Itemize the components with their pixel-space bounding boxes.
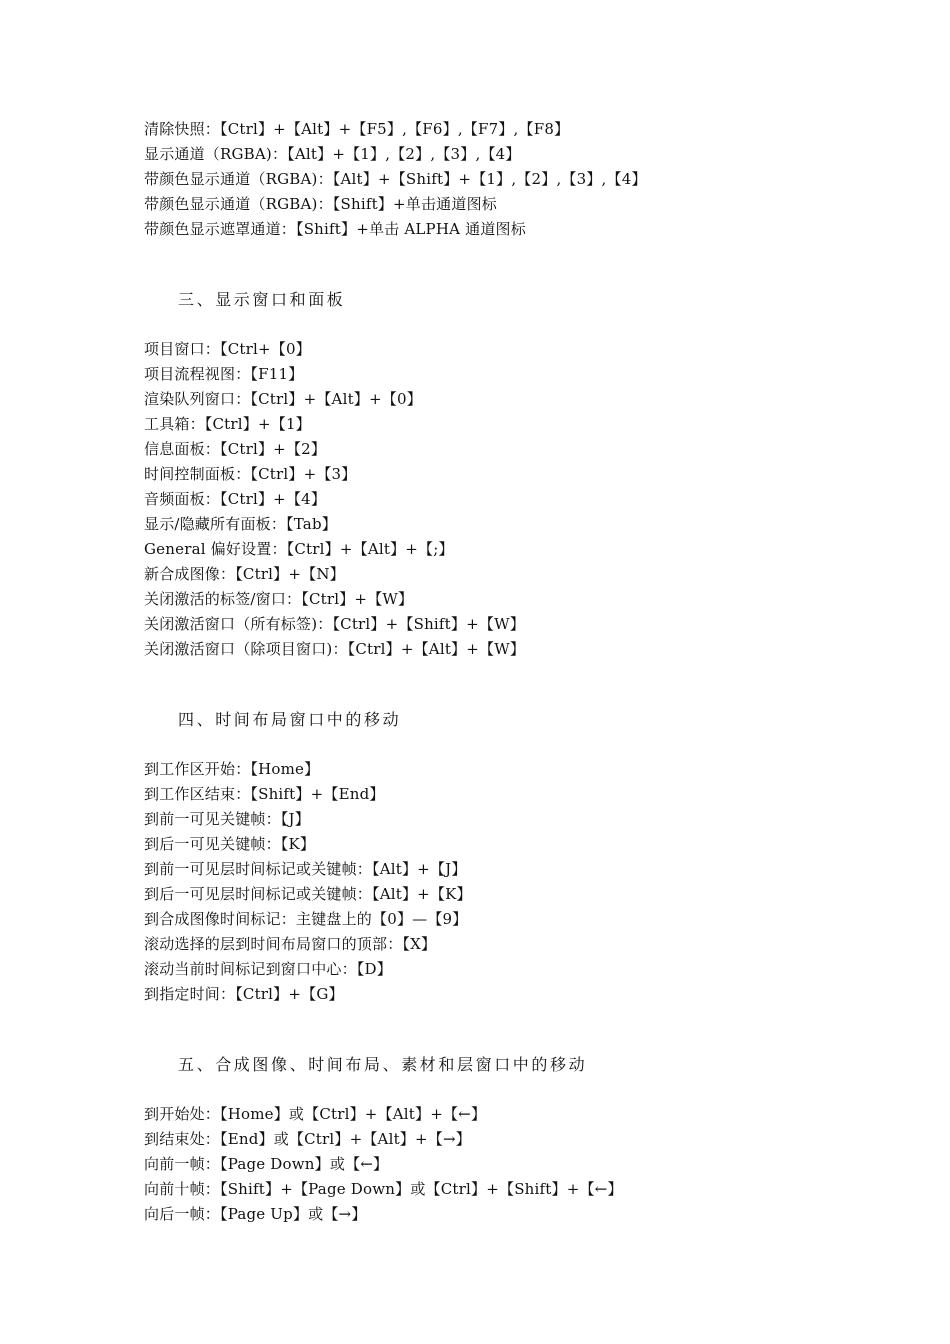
section-heading: 五、合成图像、时间布局、素材和层窗口中的移动 (178, 1055, 588, 1074)
document-page (144, 117, 904, 1227)
section-2-continued (144, 117, 904, 242)
section-heading: 三、显示窗口和面板 (178, 290, 346, 309)
shortcut-line: 到工作区开始：【Home】 (144, 760, 320, 778)
shortcut-line: 显示/隐藏所有面板：【Tab】 (144, 515, 337, 533)
shortcut-line: General 偏好设置：【Ctrl】+【Alt】+【;】 (144, 540, 454, 558)
shortcut-line: 音频面板：【Ctrl】+【4】 (144, 490, 327, 508)
section-5-composition-navigation (144, 1052, 904, 1227)
shortcut-line: 到开始处：【Home】或【Ctrl】+【Alt】+【←】 (144, 1105, 487, 1123)
shortcut-line: 滚动当前时间标记到窗口中心：【D】 (144, 960, 392, 978)
section-3-windows-panels (144, 287, 904, 662)
shortcut-line: 渲染队列窗口：【Ctrl】+【Alt】+【0】 (144, 390, 422, 408)
shortcut-line: 显示通道（RGBA)：【Alt】+【1】,【2】,【3】,【4】 (144, 145, 521, 163)
shortcut-line: 时间控制面板：【Ctrl】+【3】 (144, 465, 357, 483)
shortcut-line: 到后一可见关键帧：【K】 (144, 835, 316, 853)
shortcut-line: 到后一可见层时间标记或关键帧：【Alt】+【K】 (144, 885, 472, 903)
section-heading: 四、时间布局窗口中的移动 (178, 710, 402, 729)
shortcut-line: 关闭激活窗口（所有标签)：【Ctrl】+【Shift】+【W】 (144, 615, 525, 633)
shortcut-line: 到前一可见关键帧：【J】 (144, 810, 310, 828)
shortcut-line: 关闭激活窗口（除项目窗口)：【Ctrl】+【Alt】+【W】 (144, 640, 526, 658)
shortcut-line: 工具箱：【Ctrl】+【1】 (144, 415, 311, 433)
section-4-timeline-navigation (144, 707, 904, 1007)
shortcut-line: 到结束处：【End】或【Ctrl】+【Alt】+【→】 (144, 1130, 471, 1148)
shortcut-line: 向前十帧：【Shift】+【Page Down】或【Ctrl】+【Shift】+【←】 (144, 1180, 623, 1198)
shortcut-line: 清除快照：【Ctrl】+【Alt】+【F5】,【F6】,【F7】,【F8】 (144, 120, 570, 138)
shortcut-line: 新合成图像：【Ctrl】+【N】 (144, 565, 345, 583)
shortcut-line: 关闭激活的标签/窗口：【Ctrl】+【W】 (144, 590, 414, 608)
shortcut-line: 向后一帧：【Page Up】或【→】 (144, 1205, 367, 1223)
shortcut-line: 项目窗口：【Ctrl+【0】 (144, 340, 311, 358)
shortcut-line: 带颜色显示通道（RGBA)：【Shift】+单击通道图标 (144, 195, 497, 213)
shortcut-line: 带颜色显示通道（RGBA)：【Alt】+【Shift】+【1】,【2】,【3】,【4】 (144, 170, 647, 188)
shortcut-line: 带颜色显示遮罩通道：【Shift】+单击 ALPHA 通道图标 (144, 220, 526, 238)
shortcut-line: 滚动选择的层到时间布局窗口的顶部：【X】 (144, 935, 437, 953)
shortcut-line: 到合成图像时间标记：主键盘上的【0】—【9】 (144, 910, 468, 928)
shortcut-line: 到工作区结束：【Shift】+【End】 (144, 785, 385, 803)
shortcut-line: 向前一帧：【Page Down】或【←】 (144, 1155, 389, 1173)
shortcut-line: 项目流程视图：【F11】 (144, 365, 304, 383)
shortcut-line: 到前一可见层时间标记或关键帧：【Alt】+【J】 (144, 860, 467, 878)
shortcut-line: 到指定时间：【Ctrl】+【G】 (144, 985, 344, 1003)
shortcut-line: 信息面板：【Ctrl】+【2】 (144, 440, 327, 458)
